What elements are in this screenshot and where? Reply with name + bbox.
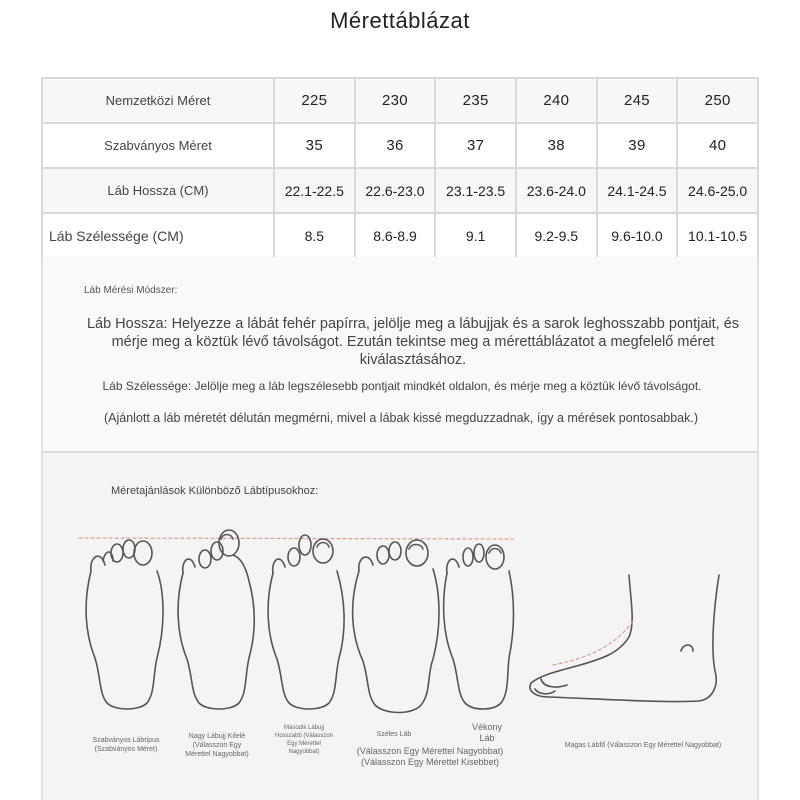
foot-width-instructions: Láb Szélessége: Jelölje meg a láb legszélesebb pontjait mindkét oldalon, és mérje meg a köztük lévő távolságot. xyxy=(102,379,702,393)
foot-type-label-thin: Vékony Láb xyxy=(471,722,503,743)
second-toe-longer-foot-icon xyxy=(268,535,344,709)
table-cell: 225 xyxy=(274,78,355,123)
table-cell: 230 xyxy=(355,78,436,123)
table-cell: 23.1-23.5 xyxy=(435,168,516,213)
table-cell: 24.1-24.5 xyxy=(597,168,678,213)
foot-length-instructions: Láb Hossza: Helyezze a lábát fehér papírra, jelölje meg a lábujjak és a sarok leghosszabb pontjait, és mérje meg a köztük lévő távolságot. Ezután tekintse meg a mérettáblázatot a megfelelő méret kiválasztásához. xyxy=(86,316,740,368)
row-label: Nemzetközi Méret xyxy=(42,78,274,123)
standard-foot-icon xyxy=(86,540,163,709)
table-cell: 9.2-9.5 xyxy=(516,213,597,258)
table-cell: 250 xyxy=(677,78,758,123)
table-cell: 23.6-24.0 xyxy=(516,168,597,213)
foot-type-label-bunion: Nagy Lábujj Kifelé (Válasszon Egy Mérettel Nagyobbat) xyxy=(185,733,249,758)
table-cell: 24.6-25.0 xyxy=(677,168,758,213)
table-cell: 10.1-10.5 xyxy=(677,213,758,258)
table-cell: 8.6-8.9 xyxy=(355,213,436,258)
foot-type-label-high-instep: Magas Lábfő (Válasszon Egy Mérettel Nagyobbat) xyxy=(564,742,722,749)
row-label: Láb Hossza (CM) xyxy=(42,168,274,213)
wide-foot-icon xyxy=(353,540,439,713)
foot-types-heading: Méretajánlások Különböző Lábtípusokhoz: xyxy=(111,485,319,497)
row-label: Láb Szélessége (CM) xyxy=(42,213,274,258)
table-cell: 22.1-22.5 xyxy=(274,168,355,213)
row-label: Szabványos Méret xyxy=(42,123,274,168)
table-cell: 40 xyxy=(677,123,758,168)
high-instep-foot-icon xyxy=(530,575,719,702)
page-title: Mérettáblázat xyxy=(330,8,470,33)
table-cell: 240 xyxy=(516,78,597,123)
measurement-note: (Ajánlott a láb méretét délután megmérni, mivel a lábak kissé megduzzadnak, így a mérések pontosabbak.) xyxy=(103,411,699,425)
table-row-standard xyxy=(42,123,758,168)
foot-type-label-second-toe: Második Lábujj Hosszabb (Válasszon Egy Mérettel Nagyobbat) xyxy=(274,725,334,755)
table-cell: 38 xyxy=(516,123,597,168)
table-cell: 39 xyxy=(597,123,678,168)
table-cell: 9.1 xyxy=(435,213,516,258)
foot-type-label-wide-options: (Válasszon Egy Mérettel Nagyobbat) (Válasszon Egy Mérettel Kisebbet) xyxy=(356,746,504,767)
foot-types-section xyxy=(41,453,759,800)
table-cell: 36 xyxy=(355,123,436,168)
table-cell: 35 xyxy=(274,123,355,168)
foot-type-label-wide: Széles Láb xyxy=(376,731,412,738)
table-cell: 37 xyxy=(435,123,516,168)
size-chart-table xyxy=(41,77,759,259)
table-row-foot-length xyxy=(42,168,758,213)
table-cell: 245 xyxy=(597,78,678,123)
table-cell: 22.6-23.0 xyxy=(355,168,436,213)
method-heading: Láb Mérési Módszer: xyxy=(84,285,178,296)
measurement-method-section xyxy=(41,257,759,453)
thin-foot-icon xyxy=(444,544,514,709)
bunion-foot-icon xyxy=(178,530,254,709)
toe-guide-line xyxy=(79,538,513,539)
table-row-foot-width xyxy=(42,213,758,258)
table-cell: 8.5 xyxy=(274,213,355,258)
table-row-international xyxy=(42,78,758,123)
table-cell: 235 xyxy=(435,78,516,123)
foot-type-label-standard: Szabványos Lábtípus (Szabványos Méret) xyxy=(92,737,160,753)
table-cell: 9.6-10.0 xyxy=(597,213,678,258)
